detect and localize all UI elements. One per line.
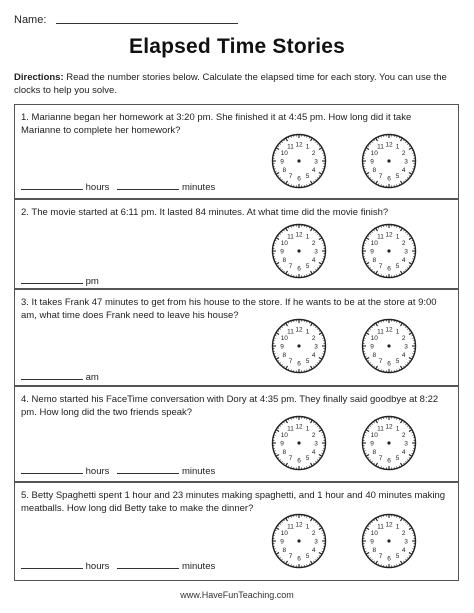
clock-number: 5 [395,173,400,181]
clock-number: 8 [282,166,287,174]
footer-url: www.HaveFunTeaching.com [180,590,294,600]
clock-number: 10 [370,149,378,157]
time-blank[interactable] [21,370,83,380]
clock-svg [271,223,327,279]
clock-svg [271,513,327,569]
clock-number: 6 [387,360,391,368]
clock-svg [271,415,327,471]
clock-face [361,415,417,471]
clock-number: 1 [395,233,400,241]
unit-label: hours [85,466,110,477]
clock-number: 9 [280,440,284,448]
clock-center [387,441,390,444]
clock-number: 11 [287,328,294,336]
unit-label: minutes [181,561,216,572]
clock-number: 11 [377,523,384,531]
clock-number: 5 [305,263,310,271]
clock-number: 10 [280,239,288,247]
clock-number: 9 [280,343,284,351]
answer-row [21,180,215,193]
clock-number: 4 [311,546,316,554]
unit-label: am [85,372,99,383]
clock-center [387,539,390,542]
clock-face [361,133,417,189]
clock-svg [271,133,327,189]
clock-number: 5 [395,358,400,366]
question-text: 4. Nemo started his FaceTime conversation with Dory at 4:35 pm. They finally said goodbye at 8:22 pm. How long did the two friends speak? [21,394,439,418]
clock-center [387,159,390,162]
clock-number: 2 [311,431,316,439]
clock-number: 3 [404,248,408,256]
clock-number: 4 [401,256,406,264]
name-line[interactable] [56,23,238,24]
clock-number: 8 [372,166,377,174]
clock-number: 1 [395,523,400,531]
clock-number: 12 [295,231,303,239]
clock-number: 6 [297,360,301,368]
clock-number: 8 [372,546,377,554]
clock-number: 5 [395,455,400,463]
clock-number: 12 [385,423,393,431]
clock-number: 6 [297,265,301,273]
clock-number: 1 [305,523,310,531]
clock-number: 3 [404,440,408,448]
clock-number: 2 [401,431,406,439]
answer-row [21,559,215,572]
clock-number: 11 [377,143,384,151]
clock-number: 5 [305,553,310,561]
clock-number: 7 [378,358,383,366]
clock-number: 3 [404,158,408,166]
minutes-blank[interactable] [117,559,179,569]
clock-number: 5 [395,263,400,271]
clock-number: 7 [378,455,383,463]
directions-label: Directions: [14,72,64,83]
clock-number: 7 [288,358,293,366]
clock-number: 11 [287,523,294,531]
unit-label: minutes [181,466,216,477]
clock-svg [361,415,417,471]
answer-row [21,370,99,383]
clock-face [361,513,417,569]
clock-number: 9 [370,440,374,448]
clock-number: 11 [287,143,294,151]
clock-number: 11 [377,328,384,336]
clock-number: 4 [401,448,406,456]
clock-number: 8 [372,448,377,456]
hours-blank[interactable] [21,464,83,474]
clock-number: 4 [311,256,316,264]
directions-text: Read the number stories below. Calculate the elapsed time for each story. You can use the clocks to help you solve. [14,72,447,96]
clock-number: 12 [385,231,393,239]
clock-number: 6 [297,175,301,183]
clock-number: 3 [314,440,318,448]
minutes-blank[interactable] [117,180,179,190]
clock-number: 11 [377,425,384,433]
answer-row [21,274,99,287]
question-text: 5. Betty Spaghetti spent 1 hour and 23 minutes making spaghetti, and 1 hour and 40 minutes making meatballs. How long did Betty take to make the dinner? [21,490,446,514]
clock-number: 8 [282,448,287,456]
question-box-4 [14,386,459,482]
hours-blank[interactable] [21,180,83,190]
clock-number: 9 [370,158,374,166]
clock-face [271,223,327,279]
clock-number: 3 [404,343,408,351]
clock-number: 9 [280,248,284,256]
clock-number: 7 [288,455,293,463]
clock-face [361,318,417,374]
clock-number: 12 [385,521,393,529]
clock-number: 10 [280,529,288,537]
clock-number: 10 [370,529,378,537]
clock-number: 6 [387,457,391,465]
clock-number: 4 [401,546,406,554]
clock-number: 11 [377,233,384,241]
clock-number: 4 [311,351,316,359]
clock-number: 2 [401,334,406,342]
clock-center [297,344,300,347]
clock-number: 2 [311,529,316,537]
clock-number: 4 [311,448,316,456]
clock-number: 4 [401,351,406,359]
question-text: 3. It takes Frank 47 minutes to get from his house to the store. If he wants to be at the store at 9:00 am, what time does Frank need to leave his house? [21,297,437,321]
clock-face [361,223,417,279]
clock-number: 9 [370,538,374,546]
question-box-2 [14,199,459,289]
unit-label: hours [85,182,110,193]
clock-number: 7 [378,173,383,181]
question-text: 2. The movie started at 6:11 pm. It lasted 84 minutes. At what time did the movie finish? [21,207,389,218]
unit-label: minutes [181,182,216,193]
clock-number: 1 [395,143,400,151]
clock-number: 6 [387,555,391,563]
clock-center [297,159,300,162]
clock-number: 12 [295,326,303,334]
clock-number: 4 [311,166,316,174]
clock-svg [361,133,417,189]
clock-number: 11 [287,425,294,433]
clock-number: 2 [311,334,316,342]
clock-svg [361,513,417,569]
name-label: Name: [14,14,47,26]
question-box-5 [14,482,459,581]
clock-face [271,133,327,189]
clock-number: 12 [385,141,393,149]
clock-face [271,513,327,569]
clock-center [297,441,300,444]
clock-number: 8 [372,256,377,264]
clock-number: 5 [305,173,310,181]
clock-number: 9 [280,158,284,166]
clock-number: 2 [311,239,316,247]
hours-blank[interactable] [21,559,83,569]
clock-number: 10 [370,334,378,342]
clock-number: 1 [305,328,310,336]
clock-number: 1 [395,425,400,433]
clock-number: 3 [404,538,408,546]
answer-row [21,464,215,477]
clock-number: 6 [297,457,301,465]
clock-number: 5 [305,358,310,366]
question-text: 1. Marianne began her homework at 3:20 pm. She finished it at 4:45 pm. How long did it take Marianne to complete her homework? [21,112,412,136]
question-box-1 [14,104,459,199]
clock-number: 7 [378,553,383,561]
clock-face [271,318,327,374]
clock-number: 3 [314,158,318,166]
clock-number: 12 [295,423,303,431]
clock-number: 8 [282,256,287,264]
clock-number: 9 [280,538,284,546]
clock-number: 2 [401,149,406,157]
clock-number: 1 [305,233,310,241]
clock-number: 7 [288,553,293,561]
clock-number: 3 [314,538,318,546]
clock-number: 2 [401,529,406,537]
clock-number: 8 [282,351,287,359]
clock-number: 8 [372,351,377,359]
clock-face [271,415,327,471]
clock-number: 1 [305,143,310,151]
clock-center [387,249,390,252]
clock-number: 6 [297,555,301,563]
clock-number: 7 [378,263,383,271]
clock-number: 10 [280,149,288,157]
clock-number: 3 [314,248,318,256]
clock-number: 2 [311,149,316,157]
clock-number: 8 [282,546,287,554]
clock-number: 1 [395,328,400,336]
clock-number: 3 [314,343,318,351]
clock-number: 12 [295,521,303,529]
clock-number: 1 [305,425,310,433]
clock-number: 12 [295,141,303,149]
clock-number: 6 [387,175,391,183]
question-box-3 [14,289,459,386]
directions [14,71,462,97]
clock-number: 7 [288,173,293,181]
clock-number: 10 [280,334,288,342]
minutes-blank[interactable] [117,464,179,474]
clock-center [297,249,300,252]
clock-number: 10 [280,431,288,439]
time-blank[interactable] [21,274,83,284]
clock-svg [361,318,417,374]
clock-svg [361,223,417,279]
clock-center [387,344,390,347]
clock-number: 6 [387,265,391,273]
page-title: Elapsed Time Stories [128,35,346,58]
clock-number: 4 [401,166,406,174]
clock-number: 9 [370,343,374,351]
clock-number: 9 [370,248,374,256]
clock-number: 5 [395,553,400,561]
clock-center [297,539,300,542]
unit-label: pm [85,276,99,287]
unit-label: hours [85,561,110,572]
clock-number: 11 [287,233,294,241]
clock-number: 7 [288,263,293,271]
clock-number: 10 [370,431,378,439]
clock-number: 12 [385,326,393,334]
clock-number: 5 [305,455,310,463]
clock-svg [271,318,327,374]
clock-number: 2 [401,239,406,247]
clock-number: 10 [370,239,378,247]
